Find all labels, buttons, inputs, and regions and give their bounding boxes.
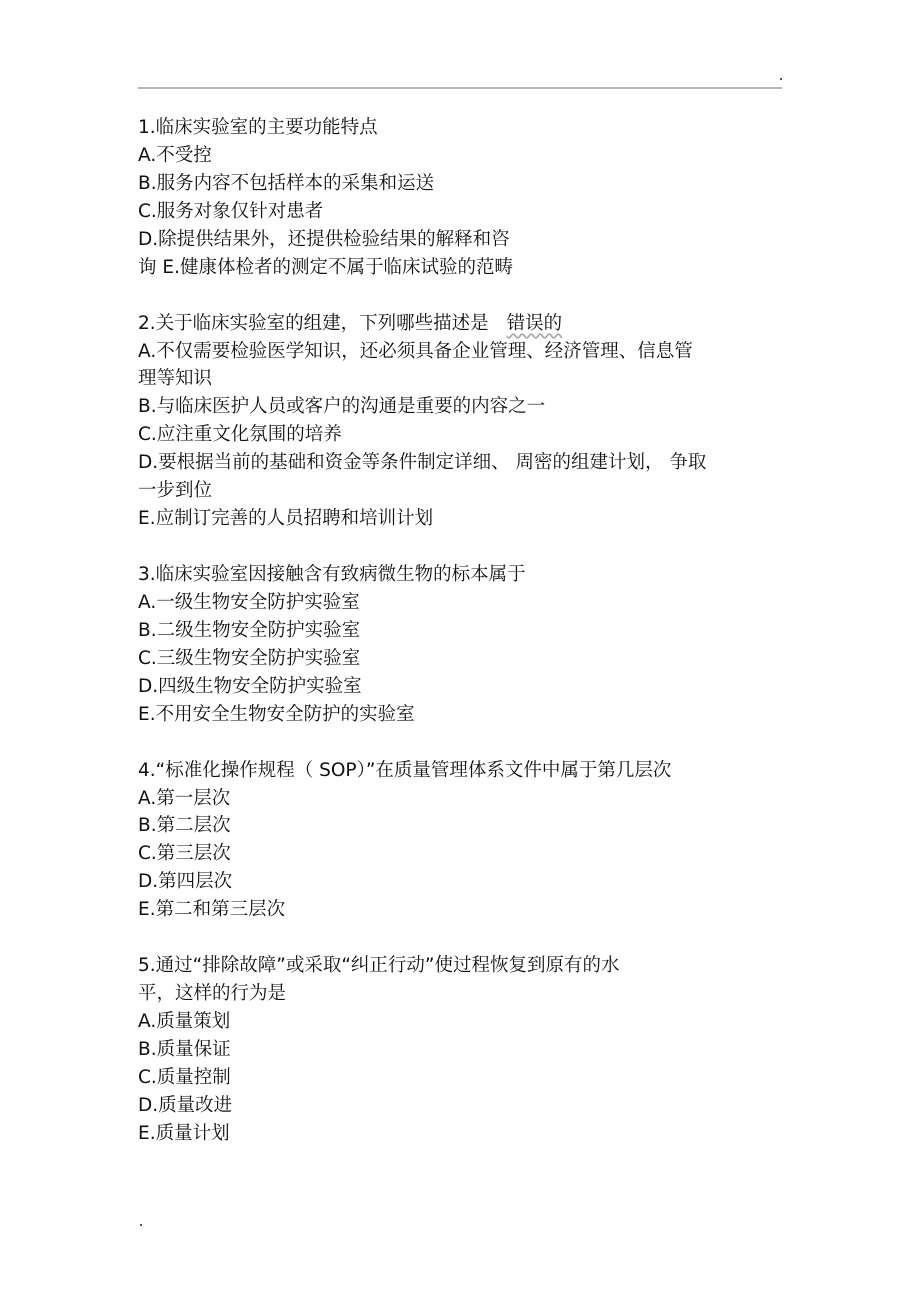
question-line: 3.临床实验室因接触含有致病微生物的标本属于: [138, 564, 526, 585]
option-d: D.除提供结果外，还提供检验结果的解释和咨: [138, 228, 510, 250]
header-mark: [780, 78, 782, 80]
option-b: B.质量保证: [138, 1038, 231, 1060]
option-b: B.二级生物安全防护实验室: [138, 619, 361, 641]
option-e: E.质量计划: [138, 1122, 230, 1144]
option-d: D.要根据当前的基础和资金等条件制定详细、 周密的组建计划， 争取: [138, 452, 707, 474]
option-d-cont: 一步到位: [138, 480, 213, 502]
option-c: C.服务对象仅针对患者: [138, 200, 324, 222]
question-line-cont: 平，这样的行为是: [138, 983, 287, 1005]
option-d: D.质量改进: [138, 1094, 233, 1116]
question-4: [138, 757, 798, 925]
option-e: E.第二和第三层次: [138, 899, 286, 921]
option-b: B.第二层次: [138, 815, 231, 837]
option-a: A.第一层次: [138, 787, 231, 809]
question-line: 4.“标准化操作规程（ SOP）”在质量管理体系文件中属于第几层次: [138, 759, 672, 781]
option-a-cont: 理等知识: [138, 368, 213, 390]
question-title: 2.关于临床实验室的组建，下列哪些描述是: [138, 312, 489, 334]
question-2: [138, 310, 798, 534]
option-a: A.不受控: [138, 144, 212, 166]
option-a: A.质量策划: [138, 1011, 231, 1032]
option-a: A.不仅需要检验医学知识，还必须具备企业管理、经济管理、信息管: [138, 340, 693, 362]
option-c: C.应注重文化氛围的培养: [138, 424, 342, 446]
document-body: [138, 114, 798, 1148]
option-c: C.质量控制: [138, 1066, 231, 1088]
option-b: B.与临床医护人员或客户的沟通是重要的内容之一: [138, 396, 546, 418]
question-5: [138, 952, 798, 1148]
option-e: E.应制订完善的人员招聘和培训计划: [138, 508, 434, 530]
option-b: B.服务内容不包括样本的采集和运送: [138, 172, 435, 194]
footer-mark: [140, 1224, 142, 1226]
option-c: C.三级生物安全防护实验室: [138, 647, 361, 669]
question-3: [138, 561, 798, 729]
question-line: 1.临床实验室的主要功能特点: [138, 117, 378, 138]
option-c: C.第三层次: [138, 843, 231, 865]
option-e: E.不用安全生物安全防护的实验室: [138, 703, 415, 725]
option-d: D.四级生物安全防护实验室: [138, 675, 362, 697]
question-line: [138, 310, 798, 338]
option-a: A.一级生物安全防护实验室: [138, 591, 360, 613]
question-1: [138, 114, 798, 282]
option-d-e: 询 E.健康体检者的测定不属于临床试验的范畴: [138, 256, 513, 278]
option-d: D.第四层次: [138, 871, 233, 893]
question-emphasis: 错误的: [506, 312, 563, 334]
header-rule: [138, 87, 782, 89]
question-line: 5.通过“排除故障”或采取“纠正行动”使过程恢复到原有的水: [138, 955, 620, 977]
